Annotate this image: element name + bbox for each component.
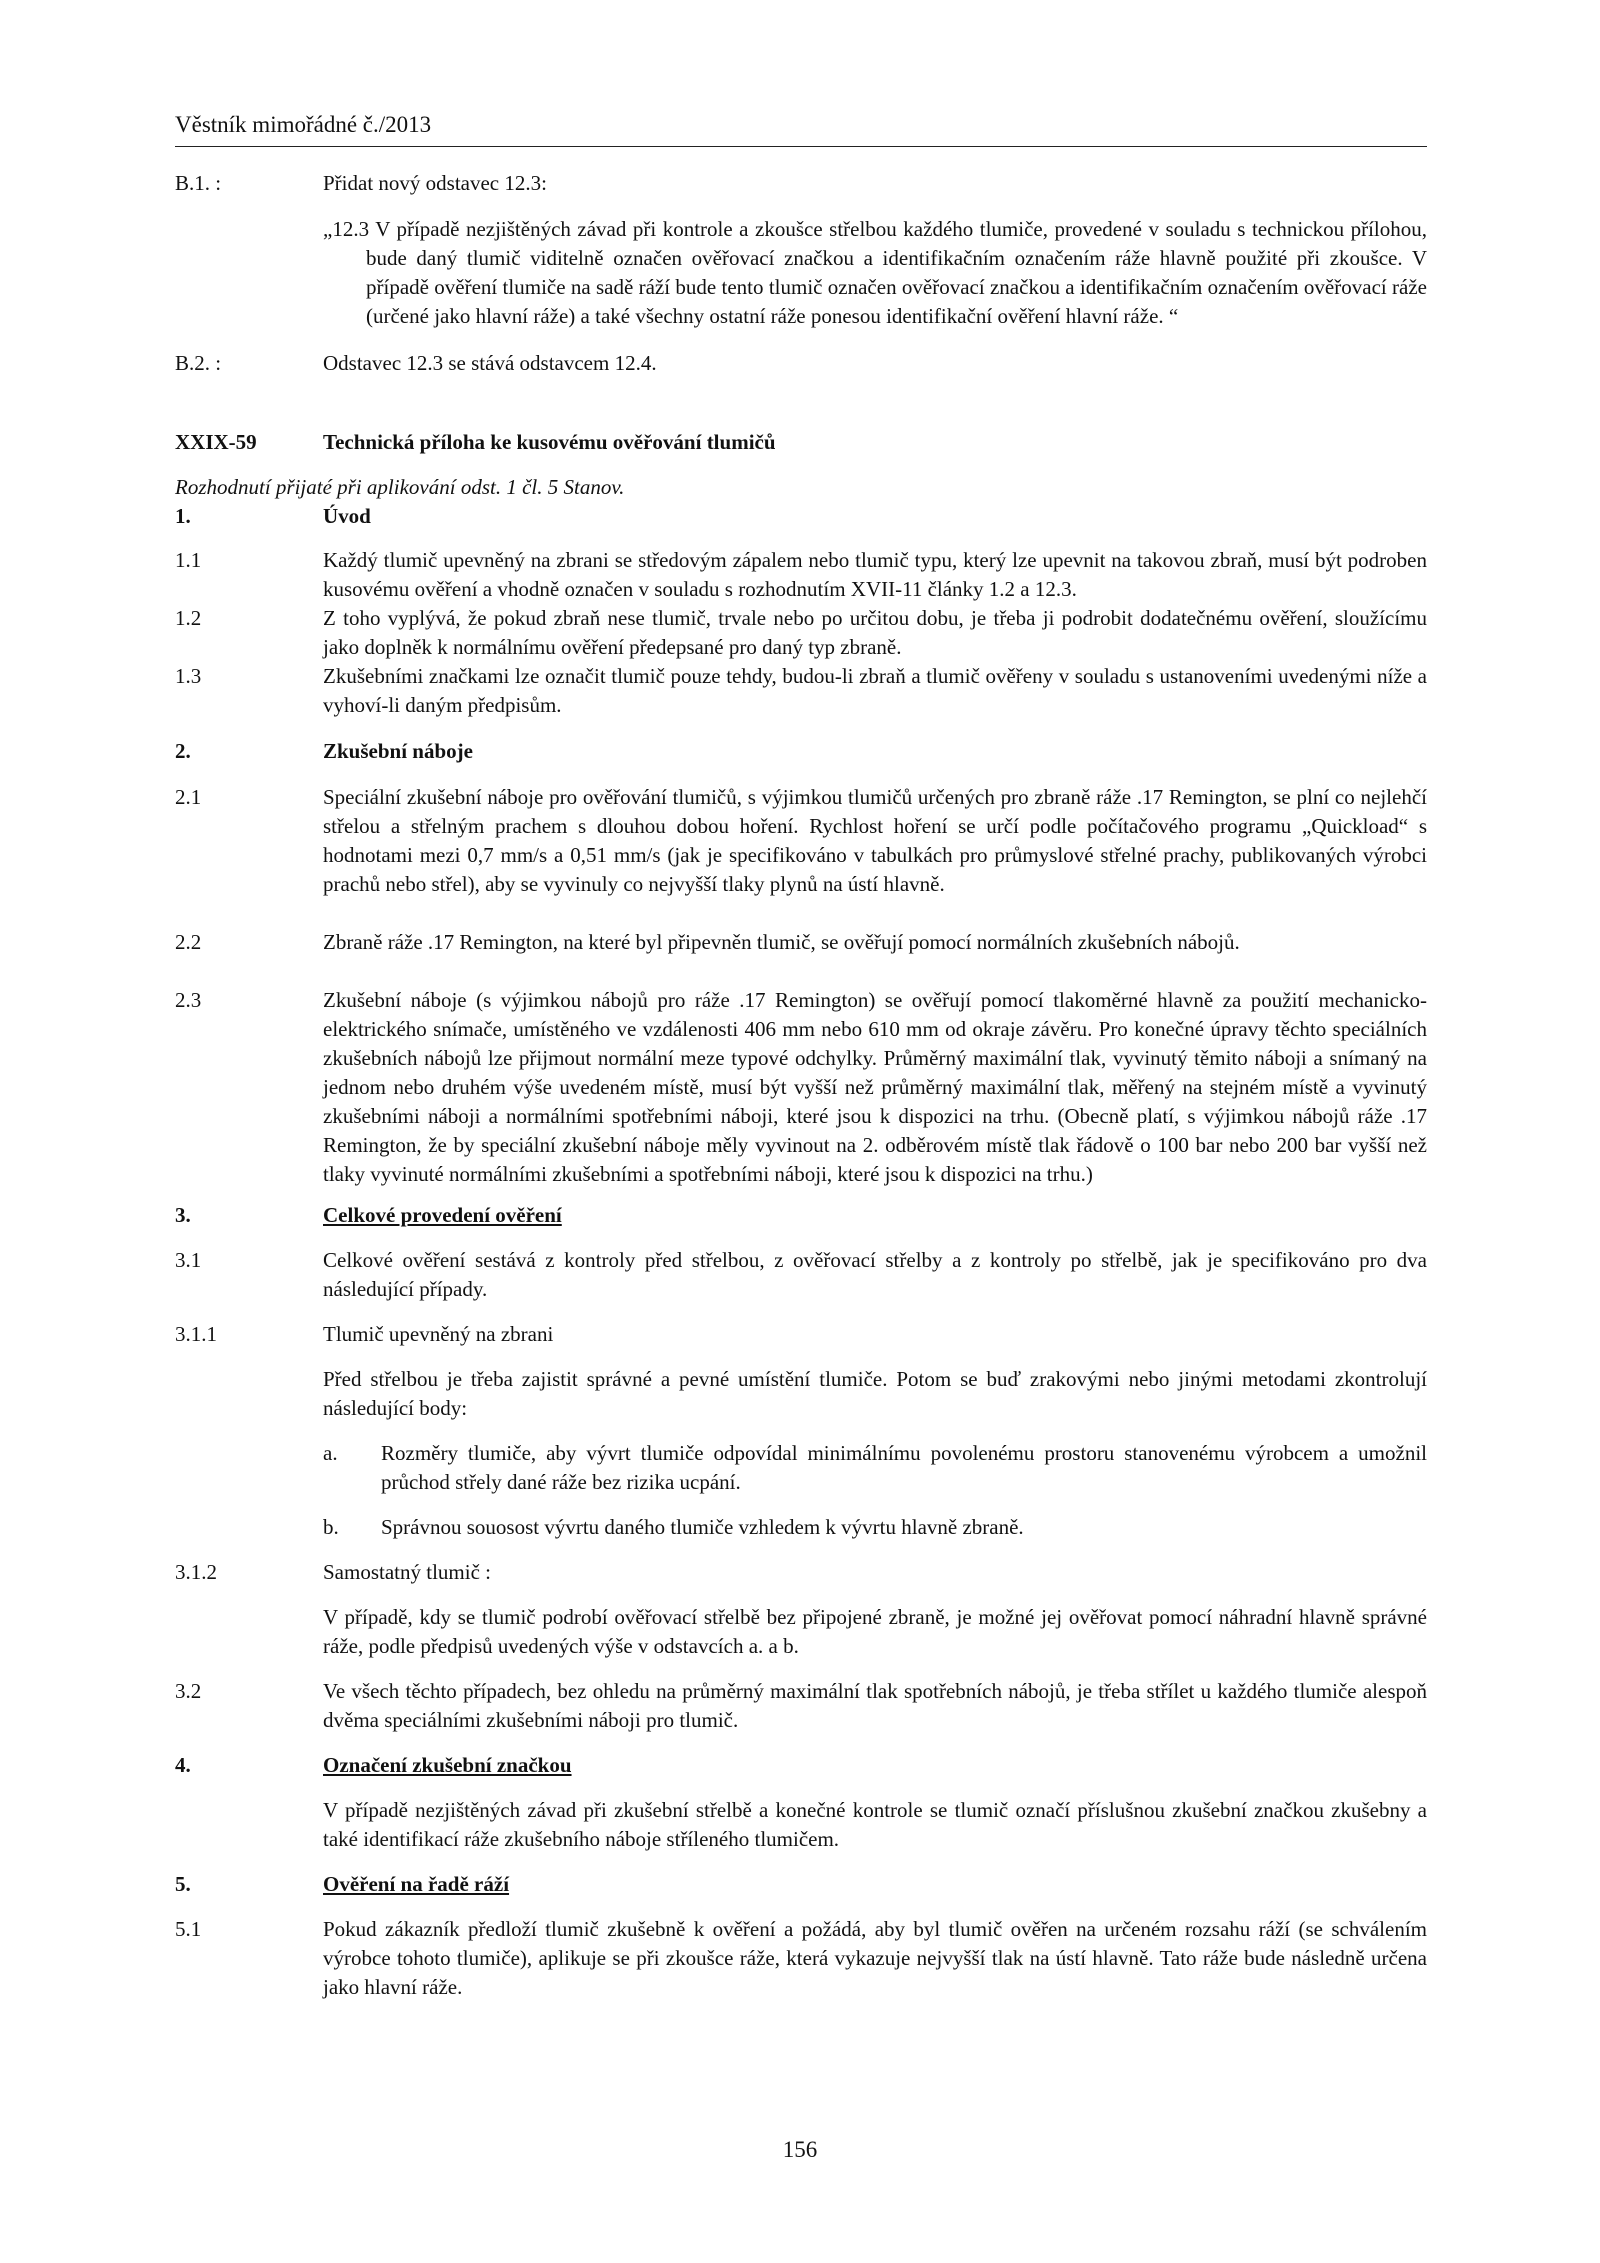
heading-5: 5. Ověření na řadě ráží xyxy=(175,1872,510,1896)
page-number: 156 xyxy=(782,2137,818,2162)
section-subtitle: Rozhodnutí přijaté při aplikování odst. 1 čl. 5 Stanov. xyxy=(175,475,625,499)
paragraph-text: Odstavec 12.3 se stává odstavcem 12.4. xyxy=(323,351,657,375)
paragraph-b2 xyxy=(175,349,1427,378)
paragraph-3-1: 3.1 Celkové ověření sestává z kontroly před střelbou, z ověřovací střelby a z kontroly po střelbě, jak je specifikováno pro dva následující případy. xyxy=(175,1248,1427,1301)
paragraph-b1 xyxy=(175,169,1427,198)
heading-2: 2. Zkušební náboje xyxy=(175,739,473,763)
heading-4: 4. Označení zkušební značkou xyxy=(175,1753,572,1777)
paragraph-4-text: V případě nezjištěných závad při zkušební střelbě a konečné kontrole se tlumič označí příslušnou zkušební značkou zkušebny a také identifikací ráže zkušebního náboje stříleného tlumičem. xyxy=(323,1798,1427,1851)
paragraph-3-1-2: 3.1.2 Samostatný tlumič : xyxy=(175,1560,491,1584)
section-heading xyxy=(175,428,1427,457)
document-page xyxy=(175,110,1427,2002)
paragraph-3-1-1: 3.1.1 Tlumič upevněný na zbrani xyxy=(175,1322,554,1346)
paragraph-text: Přidat nový odstavec 12.3: xyxy=(323,171,547,195)
paragraph-3-1-2-text: V případě, kdy se tlumič podrobí ověřovací střelbě bez připojené zbraně, je možné jej ověřovat pomocí náhradní hlavně správné ráže, podle předpisů uvedených výše v odstavcích a. a b. xyxy=(323,1605,1427,1658)
paragraph-1-3: 1.3 Zkušebními značkami lze označit tlumič pouze tehdy, budou-li zbraň a tlumič ověřeny v souladu s ustanoveními uvedenými níže a vyhoví-li daným předpisům. xyxy=(175,664,1427,717)
paragraph-number: B.2. : xyxy=(175,351,222,375)
list-item-b: b. Správnou souosost vývrtu daného tlumiče vzhledem k vývrtu hlavně zbraně. xyxy=(323,1515,1024,1539)
paragraph-5-1: 5.1 Pokud zákazník předloží tlumič zkušebně k ověření a požádá, aby byl tlumič ověřen na určeném rozsahu ráží (se schválením výrobce tohoto tlumiče), aplikuje se při zkoušce ráže, která vykazuje nejvyšší tlak na ústí hlavně. Tato ráže bude následně určena jako hlavní ráže. xyxy=(175,1917,1427,1999)
paragraph-2-1: 2.1 Speciální zkušební náboje pro ověřování tlumičů, s výjimkou tlumičů určených pro zbraně ráže .17 Remington, se plní co nejlehčí střelou a střelným prachem s dlouhou dobou hoření. Rychlost hoření se určí podle počítačového programu „Quickload“ s hodnotami mezi 0,7 mm/s a 0,51 mm/s (jak je specifikováno v tabulkách pro průmyslové střelné prachy, publikovaných výrobci prachů nebo střel), aby se vyvinuly co nejvyšší tlaky plynů na ústí hlavně. xyxy=(175,785,1427,896)
paragraph-2-3: 2.3 Zkušební náboje (s výjimkou nábojů pro ráže .17 Remington) se ověřují pomocí tlakoměrné hlavně za použití mechanicko-elektrického snímače, umístěného ve vzdálenosti 406 mm nebo 610 mm od okraje závěru. Pro konečné úpravy těchto speciálních zkušebních nábojů lze přijmout normální meze typové odchylky. Průměrný maximální tlak, vyvinutý těmito náboji a snímaný na jednom nebo druhém výše uvedeném místě, musí být vyšší než průměrný maximální tlak, měřený na stejném místě a vyvinutý zkušebními náboji a normálními spotřebními náboji, které jsou k dispozici na trhu. (Obecně platí, s výjimkou nábojů ráže .17 Remington, že by speciální zkušební náboje měly vyvinout na 2. odběrovém místě tlak řádově o 100 bar nebo 200 bar vyšší než tlaky vyvinuté normálními zkušebními a spotřebními náboji, které jsou k dispozici na trhu.) xyxy=(175,988,1427,1186)
paragraph-number: B.1. : xyxy=(175,171,222,195)
section-title: Technická příloha ke kusovému ověřování tlumičů xyxy=(323,430,776,454)
heading-1: 1. Úvod xyxy=(175,504,371,528)
paragraph-1-2: 1.2 Z toho vyplývá, že pokud zbraň nese tlumič, trvale nebo po určitou dobu, je třeba ji podrobit dodatečnému ověření, sloužícímu jako doplněk k normálnímu ověření předepsané pro daný typ zbraně. xyxy=(175,606,1427,659)
quote-text: „12.3 V případě nezjištěných závad při kontrole a zkoušce střelbou každého tlumiče, provedené v souladu s technickou přílohou, bude daný tlumič viditelně označen ověřovací značkou a identifikačním označením ráže hlavně použité při zkoušce. V případě ověření tlumiče na sadě ráží bude tento tlumič označen ověřovací značkou a identifikačním označením ověřovací ráže (určené jako hlavní ráže) a také všechny ostatní ráže ponesou identifikační ověření hlavní ráže. “ xyxy=(323,217,1427,328)
quoted-amendment xyxy=(175,215,1427,331)
paragraph-2-2: 2.2 Zbraně ráže .17 Remington, na které byl připevněn tlumič, se ověřují pomocí normálních zkušebních nábojů. xyxy=(175,930,1240,954)
paragraph-3-1-1-intro: Před střelbou je třeba zajistit správné a pevné umístění tlumiče. Potom se buď zrakovými nebo jinými metodami zkontrolují následující body: xyxy=(323,1367,1427,1420)
list-item-a: a. Rozměry tlumiče, aby vývrt tlumiče odpovídal minimálnímu povolenému prostoru stanovenému výrobcem a umožnil průchod střely dané ráže bez rizika ucpání. xyxy=(323,1441,1427,1494)
heading-3: 3. Celkové provedení ověření xyxy=(175,1203,562,1227)
paragraph-3-2: 3.2 Ve všech těchto případech, bez ohledu na průměrný maximální tlak spotřebních nábojů, je třeba střílet u každého tlumiče alespoň dvěma speciálními zkušebními náboji pro tlumič. xyxy=(175,1679,1427,1732)
page-header: Věstník mimořádné č./2013 xyxy=(175,110,1427,147)
paragraph-1-1: 1.1 Každý tlumič upevněný na zbrani se středovým zápalem nebo tlumič typu, který lze upevnit na takovou zbraň, musí být podroben kusovému ověření a vhodně označen v souladu s rozhodnutím XVII-11 články 1.2 a 12.3. xyxy=(175,548,1427,601)
section-code: XXIX-59 xyxy=(175,430,257,454)
